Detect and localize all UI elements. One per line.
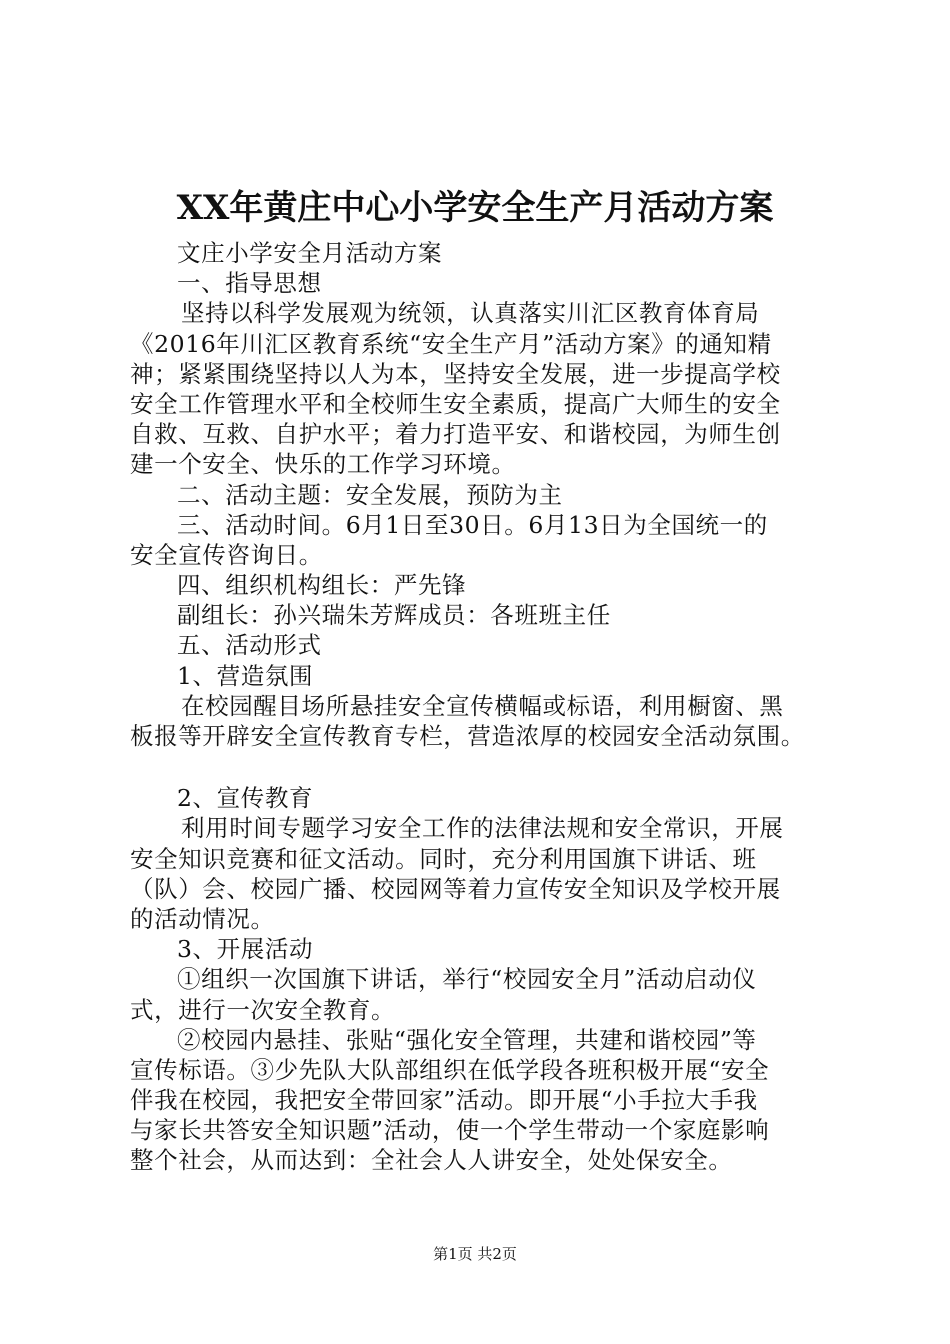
paragraph-line: 宣传标语。③少先队大队部组织在低学段各班积极开展“安全	[130, 1055, 770, 1084]
paragraph-line: 自救、互救、自护水平；着力打造平安、和谐校园，为师生创	[130, 420, 781, 449]
page-number-footer: 第1页 共2页	[433, 1245, 517, 1263]
paragraph-line: （队）会、校园广播、校园网等着力宣传安全知识及学校开展	[130, 874, 781, 903]
paragraph-line: 建一个安全、快乐的工作学习环境。	[130, 450, 516, 479]
paragraph-line: 在校园醒目场所悬挂安全宣传横幅或标语，利用橱窗、黑	[181, 691, 784, 720]
paragraph-line: 神；紧紧围绕坚持以人为本，坚持安全发展，进一步提高学校	[130, 359, 781, 388]
subsection-heading: 2、宣传教育	[177, 784, 314, 813]
paragraph-line: 与家长共答安全知识题”活动，使一个学生带动一个家庭影响	[130, 1116, 770, 1145]
paragraph-line: 利用时间专题学习安全工作的法律法规和安全常识，开展	[181, 814, 784, 843]
paragraph-line: 文庄小学安全月活动方案	[177, 239, 443, 267]
paragraph-line: 副组长：孙兴瑞朱芳辉成员：各班班主任	[177, 601, 611, 630]
paragraph-line: 《2016年川汇区教育系统“安全生产月”活动方案》的通知精	[130, 329, 772, 358]
subsection-heading: 3、开展活动	[177, 935, 314, 964]
paragraph-line: 坚持以科学发展观为统领，认真落实川汇区教育体育局	[181, 299, 760, 328]
section-heading: 五、活动形式	[177, 631, 322, 660]
paragraph-line: ①组织一次国旗下讲话，举行“校园安全月”活动启动仪	[177, 965, 757, 994]
paragraph-line: 伴我在校园，我把安全带回家”活动。即开展“小手拉大手我	[130, 1086, 758, 1115]
subsection-heading: 1、营造氛围	[177, 661, 314, 690]
paragraph-line: 的活动情况。	[130, 904, 275, 933]
paragraph-spacer	[130, 751, 830, 783]
paragraph-line: ②校园内悬挂、张贴“强化安全管理，共建和谐校园”等	[177, 1025, 757, 1054]
document-title: XX年黄庄中心小学安全生产月活动方案	[176, 188, 774, 228]
document-body	[130, 238, 830, 1176]
section-heading: 四、组织机构组长：严先锋	[177, 571, 467, 600]
paragraph-line: 安全知识竞赛和征文活动。同时，充分利用国旗下讲话、班	[130, 844, 757, 873]
section-heading: 三、活动时间。6月1日至30日。6月13日为全国统一的	[177, 510, 768, 539]
paragraph-line: 安全工作管理水平和全校师生安全素质，提高广大师生的安全	[130, 389, 781, 418]
paragraph-line: 板报等开辟安全宣传教育专栏，营造浓厚的校园安全活动氛围。	[130, 722, 805, 750]
paragraph-line: 整个社会，从而达到：全社会人人讲安全，处处保安全。	[130, 1146, 733, 1175]
section-heading: 二、活动主题：安全发展，预防为主	[177, 480, 563, 509]
paragraph-line: 式，进行一次安全教育。	[130, 995, 396, 1024]
section-heading: 一、指导思想	[177, 269, 322, 298]
paragraph-line: 安全宣传咨询日。	[130, 540, 323, 569]
